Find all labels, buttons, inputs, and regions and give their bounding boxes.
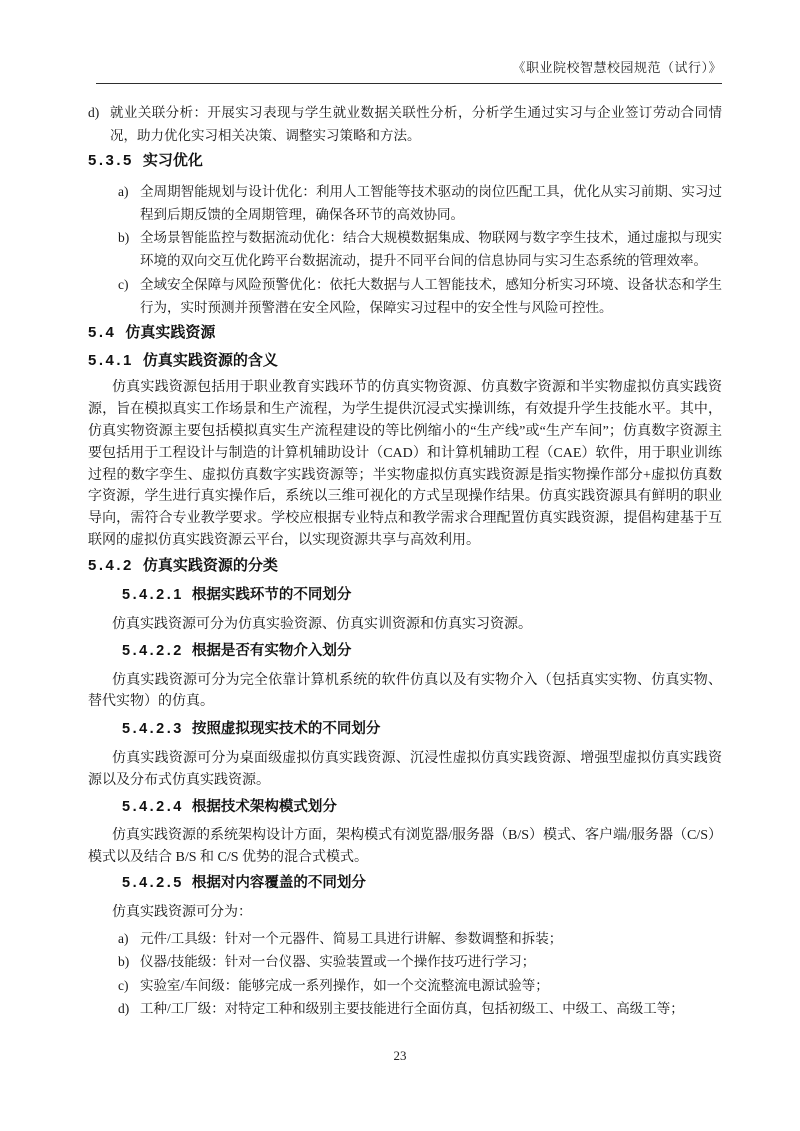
- paragraph-5-4-2-4: 仿真实践资源的系统架构设计方面，架构模式有浏览器/服务器（B/S）模式、客户端/服务器（C/S）模式以及结合 B/S 和 C/S 优势的混合式模式。: [88, 827, 722, 865]
- section-heading-5-4-2: [88, 556, 722, 576]
- list-item: [118, 273, 722, 320]
- section-title: 仿真实践资源的含义: [142, 352, 278, 370]
- running-header-title: 《职业院校智慧校园规范（试行）》: [512, 60, 722, 75]
- section-number: 5.3.5: [88, 151, 134, 169]
- section-heading-5-4-2-1: [122, 586, 722, 605]
- section-title: 根据实践环节的不同划分: [191, 586, 352, 603]
- paragraph-5-4-2-5-lead: 仿真实践资源可分为：: [112, 905, 252, 921]
- section-number: 5.4.2.3: [122, 721, 184, 738]
- section-title: 仿真实践资源: [125, 324, 216, 342]
- paragraph-5-4-2-2: 仿真实践资源可分为完全依靠计算机系统的软件仿真以及有实物介入（包括真实实物、仿真实物、替代实物）的仿真。: [88, 672, 722, 710]
- list-marker: b): [118, 230, 130, 246]
- list-marker: d): [88, 105, 100, 120]
- list-item-text: 工种/工厂级：对特定工种和级别主要技能进行全面仿真，包括初级工、中级工、高级工等；: [140, 1001, 684, 1017]
- section-title: 仿真实践资源的分类: [142, 556, 278, 574]
- header-divider-rule: [96, 83, 722, 84]
- list-item-text: 全域安全保障与风险预警优化：依托大数据与人工智能技术，感知分析实习环境、设备状态和学生行为，实时预测并预警潜在安全风险，保障实习过程中的安全性与风险可控性。: [140, 276, 722, 316]
- list-marker: b): [118, 954, 130, 970]
- list-item: [118, 997, 722, 1020]
- list-item-text: 全场景智能监控与数据流动优化：结合大规模数据集成、物联网与数字孪生技术，通过虚拟与现实环境的双向交互优化跨平台数据流动，提升不同平台间的信息协同与实习生态系统的管理效率。: [140, 230, 722, 269]
- section-heading-5-4-2-5: [122, 874, 722, 893]
- section-number: 5.4.2.4: [122, 798, 184, 815]
- list-marker: d): [118, 1001, 130, 1017]
- list-marker: a): [118, 183, 129, 199]
- section-heading-5-4-2-2: [122, 642, 722, 661]
- paragraph-5-4-1: 仿真实践资源包括用于职业教育实践环节的仿真实物资源、仿真数字资源和半实物虚拟仿真实践资源，旨在模拟真实工作场景和生产流程，为学生提供沉浸式实操训练，有效提升学生技能水平。其中，仿真实物资源主要包括模拟真实生产流程建设的等比例缩小的“生产线”或“生产车间”；仿真数字资源主要包括用于工程设计与制造的计算机辅助设计（CAD）和计算机辅助工程（CAE）软件，用于职业训练过程的数字孪生、虚拟仿真数字实践资源等；半实物虚拟仿真实践资源是指实物操作部分+虚拟仿真数字资源，学生进行真实操作后，系统以三维可视化的方式呈现操作结果。仿真实践资源具有鲜明的职业导向，需符合专业教学要求。学校应根据专业特点和教学需求合理配置仿真实践资源，提倡构建基于互联网的虚拟仿真实践资源云平台，以实现资源共享与高效利用。: [88, 380, 722, 548]
- list-5-3-5: [118, 180, 722, 320]
- section-heading-5-3-5: [88, 151, 722, 171]
- section-heading-5-4: [88, 323, 722, 343]
- section-number: 5.4.2.5: [122, 875, 184, 892]
- section-number: 5.4.2.1: [122, 586, 184, 603]
- list-marker: a): [118, 931, 129, 947]
- list-item-carryover-d: [88, 101, 722, 148]
- section-heading-5-4-2-4: [122, 798, 722, 817]
- list-item: [118, 226, 722, 273]
- paragraph-5-4-2-3: 仿真实践资源可分为桌面级虚拟仿真实践资源、沉浸性虚拟仿真实践资源、增强型虚拟仿真实践资源以及分布式仿真实践资源。: [88, 751, 722, 788]
- list-item: [118, 950, 722, 973]
- list-5-4-2-5: [118, 927, 722, 1020]
- section-number: 5.4: [88, 324, 117, 342]
- list-item-text: 全周期智能规划与设计优化：利用人工智能等技术驱动的岗位匹配工具，优化从实习前期、实习过程到后期反馈的全周期管理，确保各环节的高效协同。: [140, 183, 722, 222]
- list-marker: c): [118, 276, 129, 292]
- section-number: 5.4.2.2: [122, 642, 184, 659]
- list-item-text: 元件/工具级：针对一个元器件、简易工具进行讲解、参数调整和拆装；: [140, 931, 563, 947]
- section-title: 实习优化: [142, 151, 203, 169]
- list-item: [118, 927, 722, 950]
- section-number: 5.4.1: [88, 352, 134, 370]
- section-title: 按照虚拟现实技术的不同划分: [191, 721, 381, 738]
- list-item-text: 就业关联分析：开展实习表现与学生就业数据关联性分析，分析学生通过实习与企业签订劳动合同情况，助力优化实习相关决策、调整实习策略和方法。: [110, 105, 722, 144]
- list-item-text: 仪器/技能级：针对一台仪器、实验装置或一个操作技巧进行学习；: [140, 954, 536, 970]
- list-item: [118, 974, 722, 997]
- list-item-text: 实验室/车间级：能够完成一系列操作，如一个交流整流电源试验等；: [140, 977, 549, 993]
- list-item: [118, 180, 722, 227]
- paragraph-5-4-2-1: 仿真实践资源可分为仿真实验资源、仿真实训资源和仿真实习资源。: [112, 616, 532, 632]
- section-title: 根据是否有实物介入划分: [191, 642, 352, 659]
- section-heading-5-4-1: [88, 351, 722, 371]
- list-marker: c): [118, 977, 129, 993]
- section-heading-5-4-2-3: [122, 720, 722, 739]
- section-title: 根据技术架构模式划分: [191, 798, 337, 815]
- section-number: 5.4.2: [88, 556, 134, 574]
- section-title: 根据对内容覆盖的不同划分: [191, 875, 366, 892]
- page-number: 23: [393, 1048, 407, 1063]
